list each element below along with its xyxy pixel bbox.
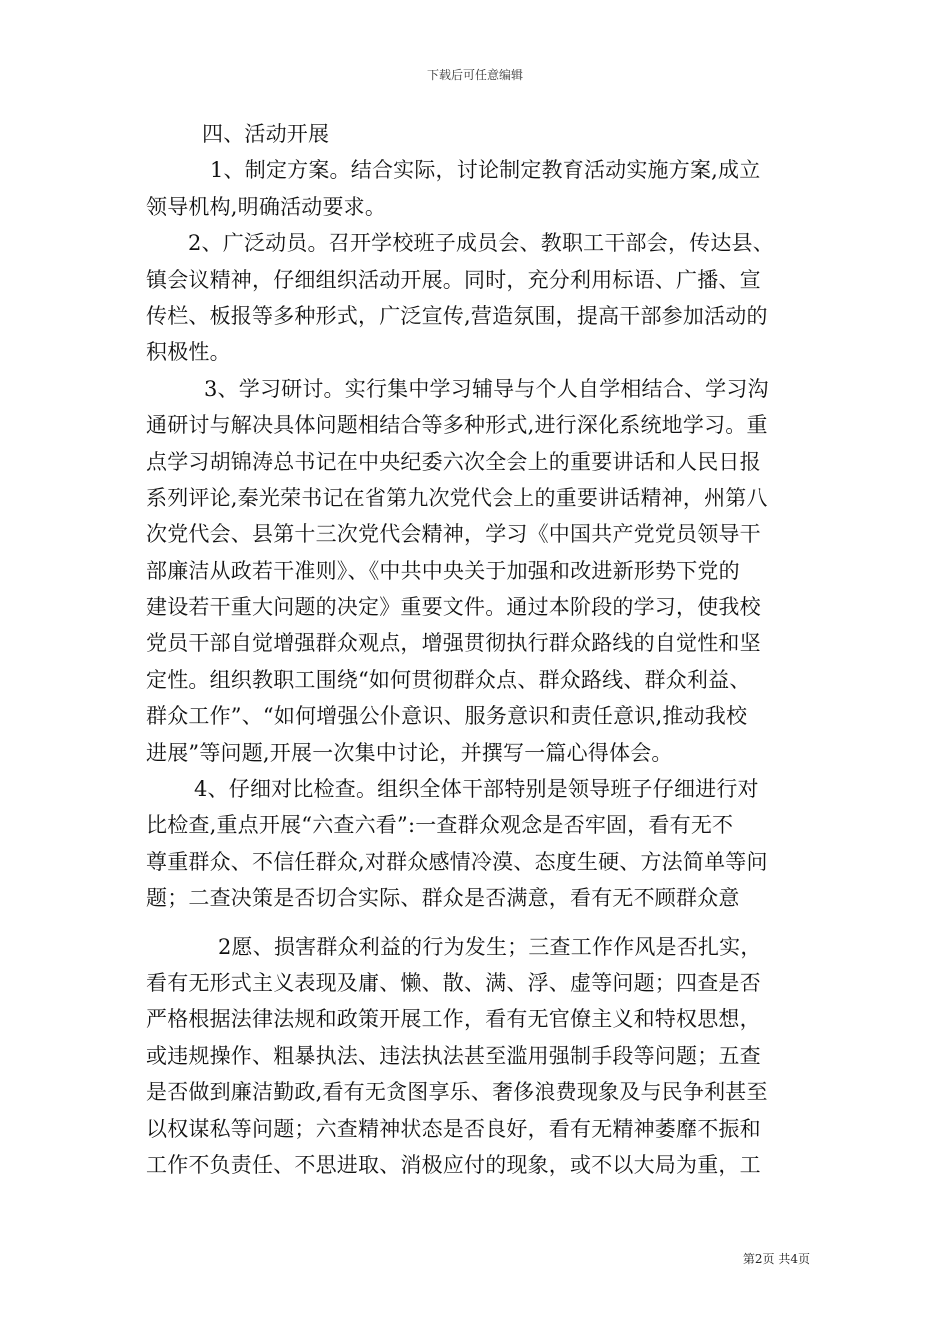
section-heading: 四、活动开展	[202, 122, 330, 146]
paragraph-line: 以权谋私等问题；六查精神状态是否良好，看有无精神萎靡不振和	[146, 1116, 761, 1141]
paragraph-line: 领导机构,明确活动要求。	[146, 194, 387, 219]
paragraph-line: 严格根据法律法规和政策开展工作，看有无官僚主义和特权思想，	[146, 1007, 761, 1032]
paragraph-line: 系列评论,秦光荣书记在省第九次党代会上的重要讲话精神，州第八	[146, 485, 768, 510]
paragraph-line: 通研讨与解决具体问题相结合等多种形式,进行深化系统地学习。重	[146, 413, 768, 438]
paragraph-line: 定性。组织教职工围绕“如何贯彻群众点、群众路线、群众利益、	[146, 667, 751, 692]
paragraph-line: 传栏、板报等多种形式，广泛宣传,营造氛围，提高干部参加活动的	[146, 303, 768, 328]
paragraph-line: 镇会议精神，仔细组织活动开展。同时，充分利用标语、广播、宣	[146, 267, 761, 292]
paragraph-gap	[146, 917, 810, 929]
paragraph-line: 群众工作”、“如何增强公仆意识、服务意识和责任意识,推动我校	[146, 704, 748, 729]
paragraph-line: 3、学习研讨。实行集中学习辅导与个人自学相结合、学习沟	[204, 376, 769, 401]
paragraph-line: 1、制定方案。结合实际，讨论制定教育活动实施方案,成立	[210, 158, 761, 183]
paragraph-line: 点学习胡锦涛总书记在中央纪委六次全会上的重要讲话和人民日报	[146, 449, 761, 474]
paragraph-line: 积极性。	[146, 340, 231, 365]
paragraph-line: 次党代会、县第十三次党代会精神，学习《中国共产党党员领导干	[146, 522, 761, 547]
document-body	[146, 116, 810, 1183]
paragraph-line: 进展”等问题,开展一次集中讨论，并撰写一篇心得体会。	[146, 740, 673, 765]
paragraph-line: 2、广泛动员。召开学校班子成员会、教职工干部会，传达县、	[188, 231, 774, 256]
paragraph-line: 工作不负责任、不思进取、消极应付的现象，或不以大局为重，工	[146, 1152, 761, 1177]
paragraph-line: 4、仔细对比检查。组织全体干部特别是领导班子仔细进行对	[194, 777, 759, 802]
paragraph-line: 看有无形式主义表现及庸、懒、散、满、浮、虚等问题；四查是否	[146, 970, 761, 995]
paragraph-line: 比检查,重点开展“六查六看”:一查群众观念是否牢固，看有无不	[146, 813, 734, 838]
paragraph-line: 是否做到廉洁勤政,看有无贪图享乐、奢侈浪费现象及与民争利甚至	[146, 1080, 768, 1105]
paragraph-line: 题；二查决策是否切合实际、群众是否满意，看有无不顾群众意	[146, 886, 740, 911]
page-header: 下载后可任意编辑	[426, 68, 523, 82]
paragraph-line: 或违规操作、粗暴执法、违法执法甚至滥用强制手段等问题；五查	[146, 1043, 761, 1068]
paragraph-line: 2愿、损害群众利益的行为发生；三查工作作风是否扎实，	[218, 934, 762, 959]
paragraph-line: 建设若干重大问题的决定》重要文件。通过本阶段的学习，使我校	[146, 595, 761, 620]
paragraph-line: 尊重群众、不信任群众,对群众感情冷漠、态度生硬、方法简单等问	[146, 849, 768, 874]
paragraph-line: 部廉洁从政若干准则》、《中共中央关于加强和改进新形势下党的	[146, 558, 740, 583]
page-number: 第2页 共4页	[742, 1252, 810, 1266]
paragraph-line: 党员干部自觉增强群众观点，增强贯彻执行群众路线的自觉性和坚	[146, 631, 761, 656]
